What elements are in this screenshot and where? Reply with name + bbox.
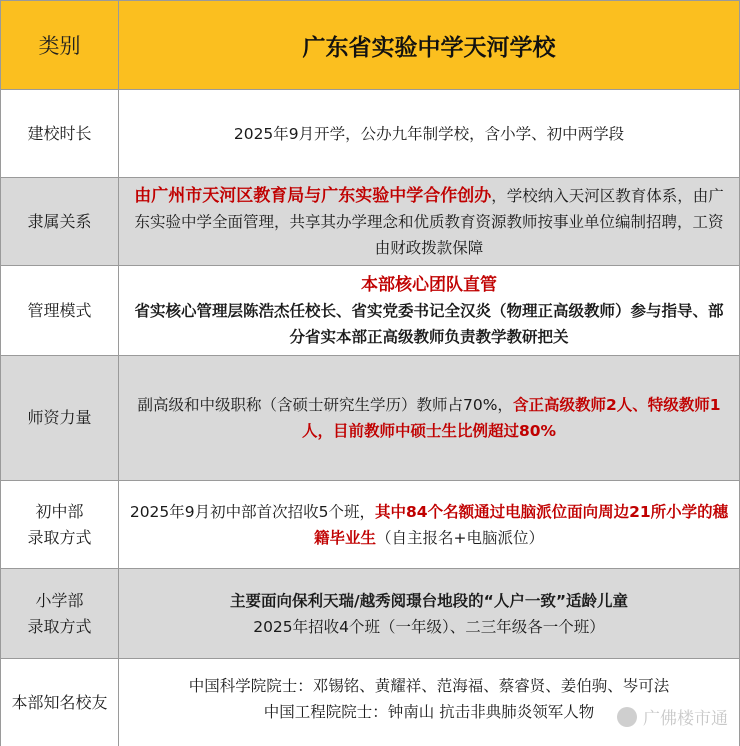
header-school-title: 广东省实验中学天河学校 bbox=[302, 34, 556, 61]
table-row bbox=[0, 569, 740, 659]
row-label-cell bbox=[0, 266, 119, 356]
row-content-cell bbox=[119, 178, 740, 266]
row-label-cell bbox=[0, 178, 119, 266]
row-label-cell bbox=[0, 90, 119, 178]
body-text: ，学校纳入天河区教育体系，由广东实验中学全面管理，共享其办学理念和优质教育资源教师按事业单位编制招聘，工资由财政拨款保障 bbox=[134, 186, 724, 257]
highlight-text: 其中84个名额通过电脑派位面向周边21所小学的穗籍毕业生 bbox=[313, 502, 729, 547]
watermark bbox=[617, 704, 728, 729]
table-header bbox=[0, 0, 740, 90]
row-content-cell bbox=[119, 266, 740, 356]
body-text: 2025年招收4个班（一年级）、二三年级各一个班） bbox=[253, 617, 605, 636]
header-category: 类别 bbox=[38, 34, 81, 58]
header-school-cell bbox=[119, 0, 740, 90]
body-text: 2025年9月初中部首次招收5个班， bbox=[129, 502, 375, 521]
body-text: 副高级和中级职称（含硕士研究生学历）教师占70%， bbox=[137, 396, 513, 414]
row-content bbox=[181, 673, 678, 725]
highlight-text: 本部核心团队直管 bbox=[361, 274, 497, 295]
row-label: 建校时长 bbox=[27, 123, 92, 143]
table-row bbox=[0, 266, 740, 356]
body-text-after: （自主报名+电脑派位） bbox=[376, 528, 544, 547]
row-content-cell bbox=[119, 659, 740, 746]
body-text: 主要面向保利天瑞/越秀阅璟台地段的“人户一致”适龄儿童 bbox=[229, 591, 629, 610]
header-category-cell bbox=[0, 0, 119, 90]
row-content: 2025年9月开学，公办九年制学校，含小学、初中两学段 bbox=[233, 124, 625, 143]
row-content bbox=[222, 588, 636, 640]
row-label: 本部知名校友 bbox=[11, 692, 108, 712]
watermark-logo-icon bbox=[617, 707, 637, 727]
row-content bbox=[119, 392, 739, 444]
row-label-cell bbox=[0, 356, 119, 481]
row-label: 管理模式 bbox=[27, 300, 92, 320]
table-row bbox=[0, 356, 740, 481]
table-row bbox=[0, 178, 740, 266]
table-row bbox=[0, 659, 740, 746]
row-content bbox=[119, 499, 739, 551]
table-row bbox=[0, 481, 740, 569]
row-content-cell bbox=[119, 90, 740, 178]
body-text: 中国科学院院士：邓锡铭、黄耀祥、范海福、蔡睿贤、姜伯驹、岑可法 bbox=[188, 677, 670, 695]
row-label-cell bbox=[0, 569, 119, 659]
highlight-text: 含正高级教师2人、特级教师1人，目前教师中硕士生比例超过80% bbox=[301, 396, 721, 440]
watermark-text: 广佛楼市通 bbox=[643, 709, 728, 729]
row-label-cell bbox=[0, 481, 119, 569]
row-label: 隶属关系 bbox=[27, 211, 92, 231]
row-label: 小学部 录取方式 bbox=[27, 590, 92, 636]
row-content-cell bbox=[119, 481, 740, 569]
body-text: 省实核心管理层陈浩杰任校长、省实党委书记全汉炎（物理正高级教师）参与指导、部分省实本部正高级教师负责教学教研把关 bbox=[134, 301, 724, 346]
row-content bbox=[119, 272, 739, 350]
row-label-cell bbox=[0, 659, 119, 746]
highlight-text: 由广州市天河区教育局与广东实验中学合作创办 bbox=[134, 185, 492, 206]
body-text: 中国工程院院士：钟南山 抗击非典肺炎领军人物 bbox=[263, 703, 595, 721]
row-content bbox=[119, 183, 739, 261]
table-row bbox=[0, 90, 740, 178]
row-content-cell bbox=[119, 356, 740, 481]
row-label: 师资力量 bbox=[27, 408, 92, 427]
row-content-cell bbox=[119, 569, 740, 659]
row-label: 初中部 录取方式 bbox=[27, 501, 92, 547]
